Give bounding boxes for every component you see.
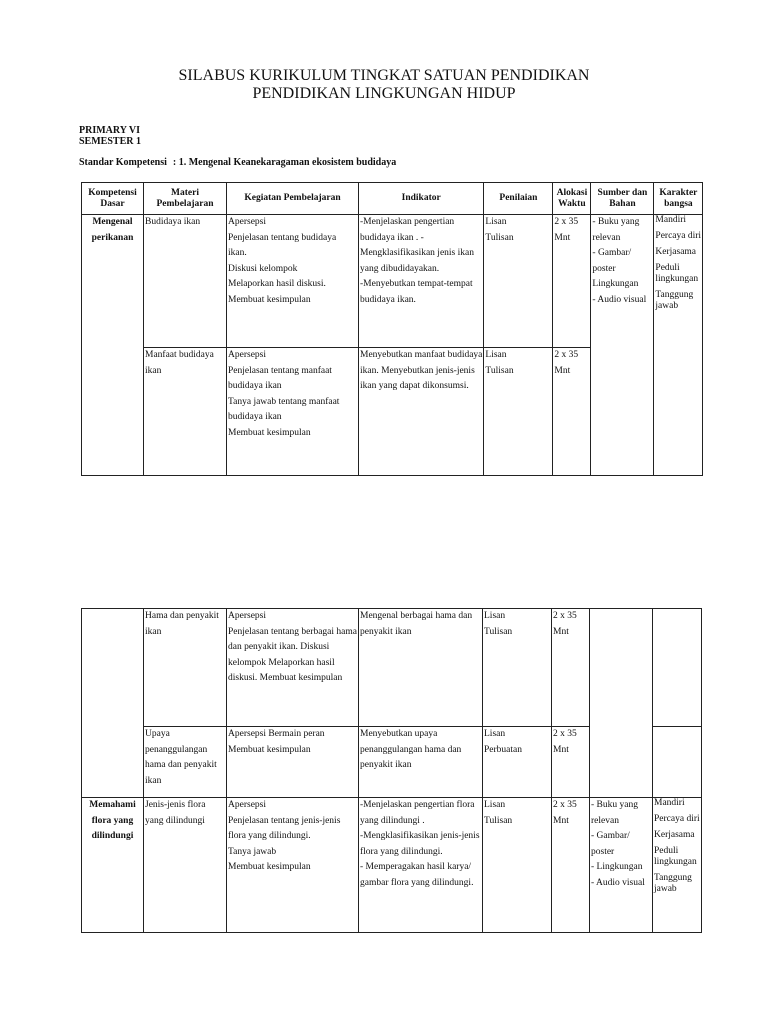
- karakter-cell: [653, 609, 702, 727]
- kegiatan-cell: Apersepsi Bermain peran Membuat kesimpulan: [227, 727, 359, 798]
- header-penilaian: Penilaian: [484, 183, 553, 215]
- penilaian-cell: Lisan Perbuatan: [483, 727, 552, 798]
- penilaian-cell: Lisan Tulisan: [483, 798, 552, 933]
- kegiatan-cell: Apersepsi Penjelasan tentang berbagai hama dan penyakit ikan. Diskusi kelompok Melaporkan hasil diskusi. Membuat kesimpulan: [227, 609, 359, 727]
- standard-value: : 1. Mengenal Keanekaragaman ekosistem budidaya: [172, 157, 397, 168]
- header-kegiatan: Kegiatan Pembelajaran: [227, 183, 359, 215]
- penilaian-cell: Lisan Tulisan: [484, 348, 553, 476]
- karakter-cell: [653, 727, 702, 798]
- semester-label: SEMESTER 1: [79, 136, 141, 147]
- table-row: [82, 215, 703, 348]
- document-subtitle: PENDIDIKAN LINGKUNGAN HIDUP: [252, 85, 516, 102]
- header-materi: Materi Pembelajaran: [144, 183, 227, 215]
- document-title: SILABUS KURIKULUM TINGKAT SATUAN PENDIDIKAN: [178, 67, 590, 84]
- header-row: [82, 183, 703, 215]
- header-alokasi: Alokasi Waktu: [553, 183, 591, 215]
- indikator-cell: -Menjelaskan pengertian budidaya ikan . - Mengklasifikasikan jenis ikan yang dibudidayakan. -Menyebutkan tempat-tempat budidaya ikan.: [359, 215, 484, 348]
- sumber-cell: [590, 609, 653, 798]
- kegiatan-cell: Apersepsi Penjelasan tentang budidaya ikan. Diskusi kelompok Melaporkan hasil diskusi. Membuat kesimpulan: [227, 215, 359, 348]
- alokasi-cell: 2 x 35 Mnt: [553, 215, 591, 348]
- sumber-cell: - Buku yang relevan - Gambar/ poster - Lingkungan - Audio visual: [590, 798, 653, 933]
- penilaian-cell: Lisan Tulisan: [483, 609, 552, 727]
- sumber-cell: - Buku yang relevan - Gambar/ poster Lingkungan - Audio visual: [591, 215, 654, 476]
- materi-cell: Hama dan penyakit ikan: [144, 609, 227, 727]
- indikator-cell: Menyebutkan manfaat budidaya ikan. Menyebutkan jenis-jenis ikan yang dapat dikonsumsi.: [359, 348, 484, 476]
- karakter-cell: Mandiri Percaya diri Kerjasama Peduli lingkungan Tanggung jawab: [653, 798, 702, 933]
- alokasi-cell: 2 x 35 Mnt: [552, 609, 590, 727]
- syllabus-table-part-1: [81, 182, 703, 476]
- table-row: [82, 798, 702, 933]
- header-sumber: Sumber dan Bahan: [591, 183, 654, 215]
- class-label: PRIMARY VI: [79, 125, 141, 136]
- indikator-cell: Menyebutkan upaya penanggulangan hama dan penyakit ikan: [359, 727, 483, 798]
- standard-label: Standar Kompetensi: [79, 157, 167, 168]
- kompetensi-dasar-cell: [82, 609, 144, 798]
- header-karakter: Karakter bangsa: [654, 183, 703, 215]
- karakter-cell: Mandiri Percaya diri Kerjasama Peduli lingkungan Tanggung jawab: [654, 215, 703, 476]
- materi-cell: Jenis-jenis flora yang dilindungi: [144, 798, 227, 933]
- kegiatan-cell: Apersepsi Penjelasan tentang manfaat budidaya ikan Tanya jawab tentang manfaat budidaya ikan Membuat kesimpulan: [227, 348, 359, 476]
- alokasi-cell: 2 x 35 Mnt: [552, 798, 590, 933]
- kegiatan-cell: Apersepsi Penjelasan tentang jenis-jenis flora yang dilindungi. Tanya jawab Membuat kesimpulan: [227, 798, 359, 933]
- syllabus-table-part-2: [81, 608, 702, 933]
- materi-cell: Manfaat budidaya ikan: [144, 348, 227, 476]
- table-row: [82, 609, 702, 727]
- header-kompetensi-dasar: Kompetensi Dasar: [82, 183, 144, 215]
- kompetensi-dasar-cell: Mengenal perikanan: [82, 215, 144, 476]
- alokasi-cell: 2 x 35 Mnt: [553, 348, 591, 476]
- penilaian-cell: Lisan Tulisan: [484, 215, 553, 348]
- indikator-cell: Mengenal berbagai hama dan penyakit ikan: [359, 609, 483, 727]
- alokasi-cell: 2 x 35 Mnt: [552, 727, 590, 798]
- kompetensi-dasar-cell: Memahami flora yang dilindungi: [82, 798, 144, 933]
- materi-cell: Budidaya ikan: [144, 215, 227, 348]
- header-indikator: Indikator: [359, 183, 484, 215]
- indikator-cell: -Menjelaskan pengertian flora yang dilindungi . -Mengklasifikasikan jenis-jenis flora yang dilindungi. - Memperagakan hasil karya/ gambar flora yang dilindungi.: [359, 798, 483, 933]
- standard-competency: [79, 157, 396, 168]
- materi-cell: Upaya penanggulangan hama dan penyakit ikan: [144, 727, 227, 798]
